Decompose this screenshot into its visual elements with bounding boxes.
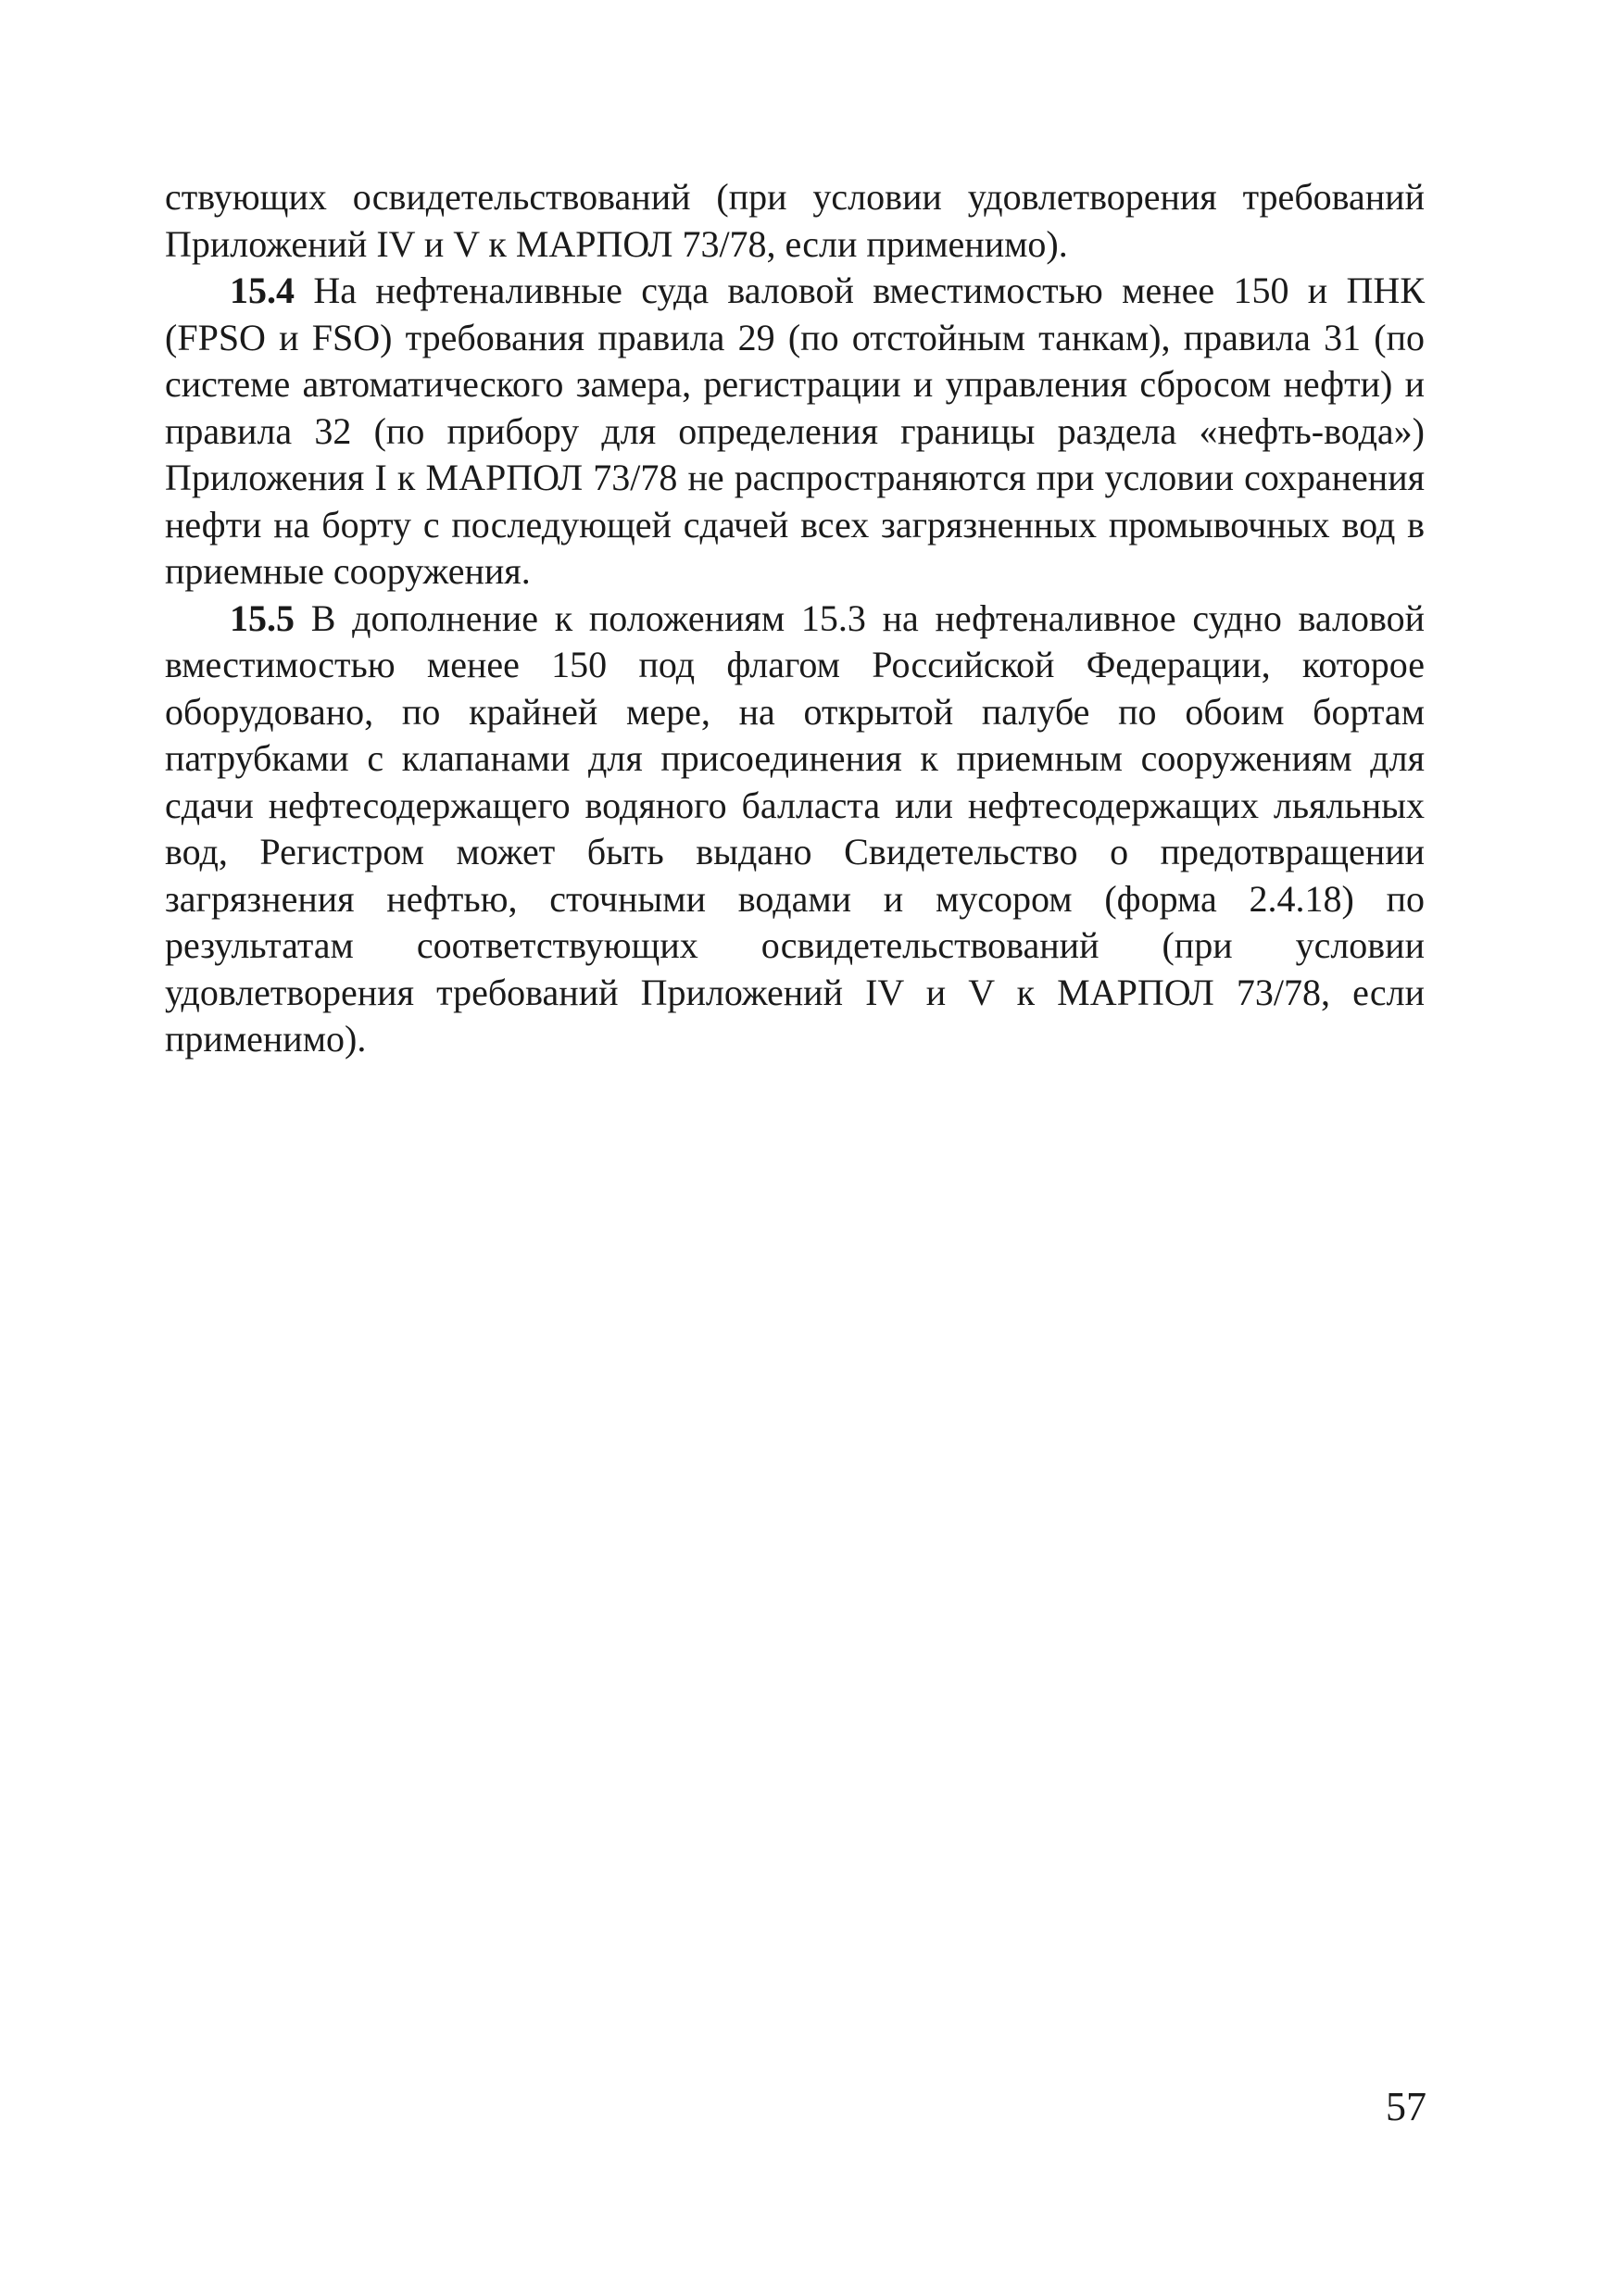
paragraph-text: В дополнение к положениям 15.3 на нефтеналивное судно валовой вместимостью менее 150 под флагом Российской Федерации, которое оборудовано, по крайней мере, на открытой палубе по обоим бортам патрубками с клапанами для присоединения к приемным сооружениям для сдачи нефтесодержащего водяного балласта или нефтесодержащих льяльных вод, Регистром может быть выдано Свидетельство о предотвращении загрязнения нефтью, сточными водами и мусором (форма 2.4.18) по результатам соответствующих освидетельствований (при условии удовлетворения требований Приложений IV и V к МАРПОЛ 73/78, если применимо). [165, 596, 1425, 1060]
paragraph-text: ствующих освидетельствований (при условии удовлетворения требований Приложений IV и V к МАРПОЛ 73/78, если применимо). [165, 176, 1425, 265]
body-text [165, 174, 1425, 1063]
page-number: 57 [1386, 2084, 1426, 2129]
paragraph-15-5 [165, 596, 1425, 1063]
paragraph-number: 15.4 [230, 270, 295, 311]
paragraph-text: На нефтеналивные суда валовой вместимостью менее 150 и ПНК (FPSO и FSO) требования правила 29 (по отстойным танкам), правила 31 (по системе автоматического замера, регистрации и управления сбросом нефти) и правила 32 (по прибору для определения границы раздела «нефть-вода») Приложения I к МАРПОЛ 73/78 не распространяются при условии сохранения нефти на борту с последующей сдачей всех загрязненных промывочных вод в приемные сооружения. [165, 270, 1425, 592]
paragraph-15-4 [165, 268, 1425, 596]
paragraph-continuation [165, 174, 1425, 268]
paragraph-number: 15.5 [230, 596, 295, 639]
